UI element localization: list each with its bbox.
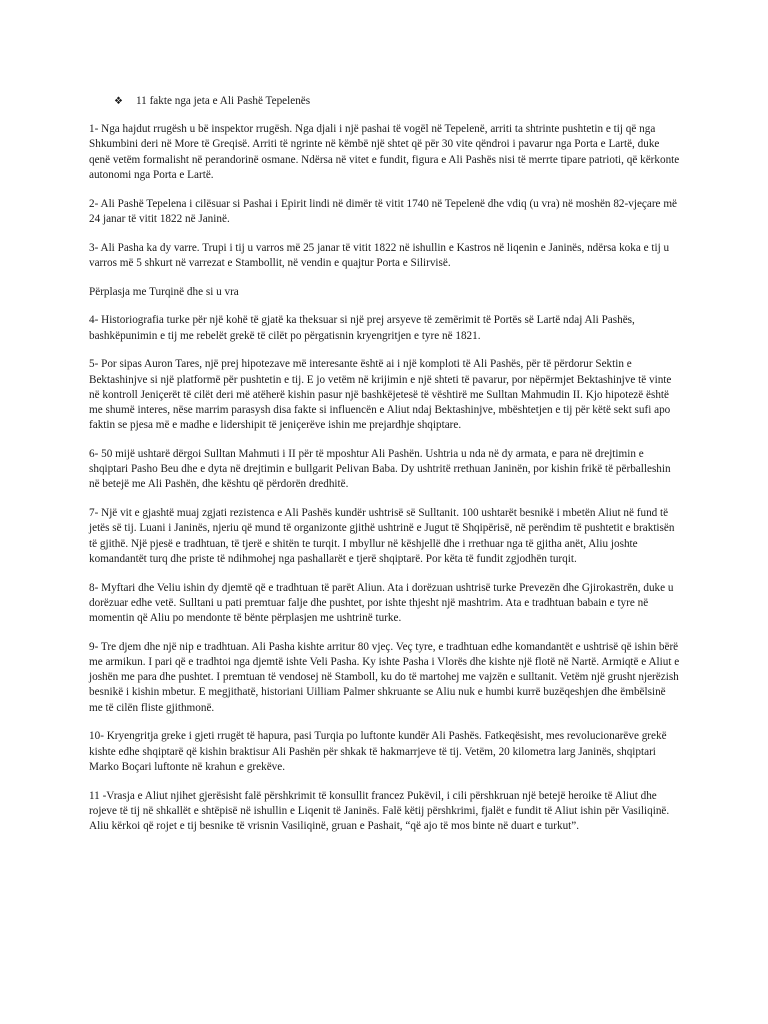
section-heading: Përplasja me Turqinë dhe si u vra	[89, 285, 239, 298]
paragraph-fact-8: 8- Myftari dhe Veliu ishin dy djemtë që e tradhtuan të parët Aliun. Ata i dorëzuan ushtrisë turke Prevezën dhe Gjirokastrën, duke u dorëzuar edhe vetë. Sulltani u pati premtuar falje dhe pushtet, por ishte thjesht një mashtrim. Ata e tradhtuan babain e tyre në momentin që Aliu po mendonte të bënte përplasjen me ushtrinë turke.	[89, 581, 674, 625]
paragraph-fact-4: 4- Historiografia turke për një kohë të gjatë ka theksuar si një prej arsyeve të zemërimit të Portës së Lartë ndaj Ali Pashës, bashkëpunimin e tij me rebelët grekë të cilët po përgatisnin kryengritjen e tyre në 1821.	[89, 314, 635, 342]
paragraph-fact-10: 10- Kryengritja greke i gjeti rrugët të hapura, pasi Turqia po luftonte kundër Ali Pashës. Fatkeqësisht, mes revolucionarëve grekë kishte edhe shqiptarë që kishin braktisur Ali Pashën për shkak të hakmarrjeve të tij. Vetëm, 20 kilometra larg Janinës, shqiptari Marko Boçari luftonte në krahun e grekëve.	[89, 730, 667, 773]
paragraph-fact-7: 7- Një vit e gjashtë muaj zgjati rezistenca e Ali Pashës kundër ushtrisë së Sulltanit. 100 ushtarët besnikë i mbetën Aliut në fund të jetës së tij. Luani i Janinës, njeriu që mund të organizonte gjithë ushtrinë e Jugut të Shqipërisë, në perëndim të pushtetit e braktisën të gjithë. Një pjesë e tradhtuan, të tjerë e shitën te turqit. I mbyllur në këshjellë dhe i rrethuar nga të gjitha anët, Aliu joshte komandantët turq dhe priste të ndihmohej nga pashallarët e tjerë shqiptarë. Por këta të fundit zgjodhën turqit.	[89, 507, 675, 565]
paragraph-fact-9: 9- Tre djem dhe një nip e tradhtuan. Ali Pasha kishte arritur 80 vjeç. Veç tyre, e tradhtuan edhe komandantët e ushtrisë që ishin bërë me armikun. I pari që e tradhtoi nga djemtë ishte Veli Pasha. Ky ishte Pasha i Vlorës dhe kishte një flotë në Nartë. Armiqtë e Aliut e joshën me para dhe pushtet. I premtuan të vendosej në Stamboll, ku do të martohej me vajzën e sulltanit. Vetëm një grusht njerëzish besnikë i kishin mbetur. E megjithatë, historiani Uilliam Palmer shkruante se Aliu nuk e humbi kurrë buzëqeshjen dhe ëmbëlsinë me të cilën fliste gjithmonë.	[89, 640, 680, 714]
document-title: 11 fakte nga jeta e Ali Pashë Tepelenës	[136, 95, 311, 107]
paragraph-fact-6: 6- 50 mijë ushtarë dërgoi Sulltan Mahmuti i II për të mposhtur Ali Pashën. Ushtria u nda në dy armata, e para në drejtimin e shqiptari Pasho Beu dhe e dyta në drejtimin e bullgarit Pelivan Baba. Dy ushtritë rrethuan Janinën, por kishin frikë të përballeshin në betejë me Ali Pashën, dhe kështu që përdorën dredhitë.	[89, 448, 671, 491]
document-body	[89, 94, 681, 848]
paragraph-fact-3: 3- Ali Pasha ka dy varre. Trupi i tij u varros më 25 janar të vitit 1822 në ishullin e Kastros në liqenin e Janinës, ndërsa koka e tij u varros më 5 shkurt në varrezat e Stambollit, në vendin e quajtur Porta e Silirvisë.	[89, 241, 670, 269]
document-title-line	[114, 94, 681, 109]
paragraph-fact-2: 2- Ali Pashë Tepelena i cilësuar si Pashai i Epirit lindi në dimër të vitit 1740 në Tepelenë dhe vdiq (u vra) në moshën 82-vjeçare më 24 janar të vitit 1822 në Janinë.	[89, 197, 677, 225]
diamond-bullet-icon: ❖	[114, 95, 123, 107]
paragraph-fact-5: 5- Por sipas Auron Tares, një prej hipotezave më interesante është ai i një komploti të Ali Pashës, për të përdorur Sektin e Bektashinjve si një platformë për pushtetin e tij. E jo vetëm në krijimin e një shteti të pavarur, por nëpërmjet Bektashinjve të vinte në kontroll Jeniçerët të cilët deri më atëherë kishin pasur një bashkëjetesë të vështirë me Sulltan Mahmudin II. Kjo hipotezë është me shumë interes, nëse marrim parasysh disa fakte si influencën e Aliut ndaj Bektashinjve, mbështetjen e tij për këtë sekt sufi apo faktin se pjesa më e madhe e lidershipit të jeniçerëve ishin me prejardhje shqiptare.	[89, 358, 672, 432]
paragraph-fact-1: 1- Nga hajdut rrugësh u bë inspektor rrugësh. Nga djali i një pashai të vogël në Tepelenë, arriti ta shtrinte pushtetin e tij që nga Shkumbini deri në More të Greqisë. Arriti të ngrinte në këmbë një shtet që për 30 vite qëndroi i pavarur nga Porta e Lartë, duke qenë vetëm formalisht në perandorinë osmane. Ndërsa në vitet e fundit, figura e Ali Pashës nisi të merrte tipare patrioti, që kërkonte autonomi nga Porta e Lartë.	[89, 123, 680, 181]
paragraph-fact-11: 11 -Vrasja e Aliut njihet gjerësisht falë përshkrimit të konsullit francez Pukëvil, i cili përshkruan një betejë heroike të Aliut dhe rojeve të tij në shkallët e shtëpisë në ishullin e Liqenit të Janinës. Falë këtij përshkrimi, fjalët e fundit të Aliut ishin për Vasiliqinë. Aliu kërkoi që rojet e tij besnike të vrisnin Vasiliqinë, gruan e Pashait, “që ajo të mos binte në duart e turkut”.	[89, 789, 670, 833]
